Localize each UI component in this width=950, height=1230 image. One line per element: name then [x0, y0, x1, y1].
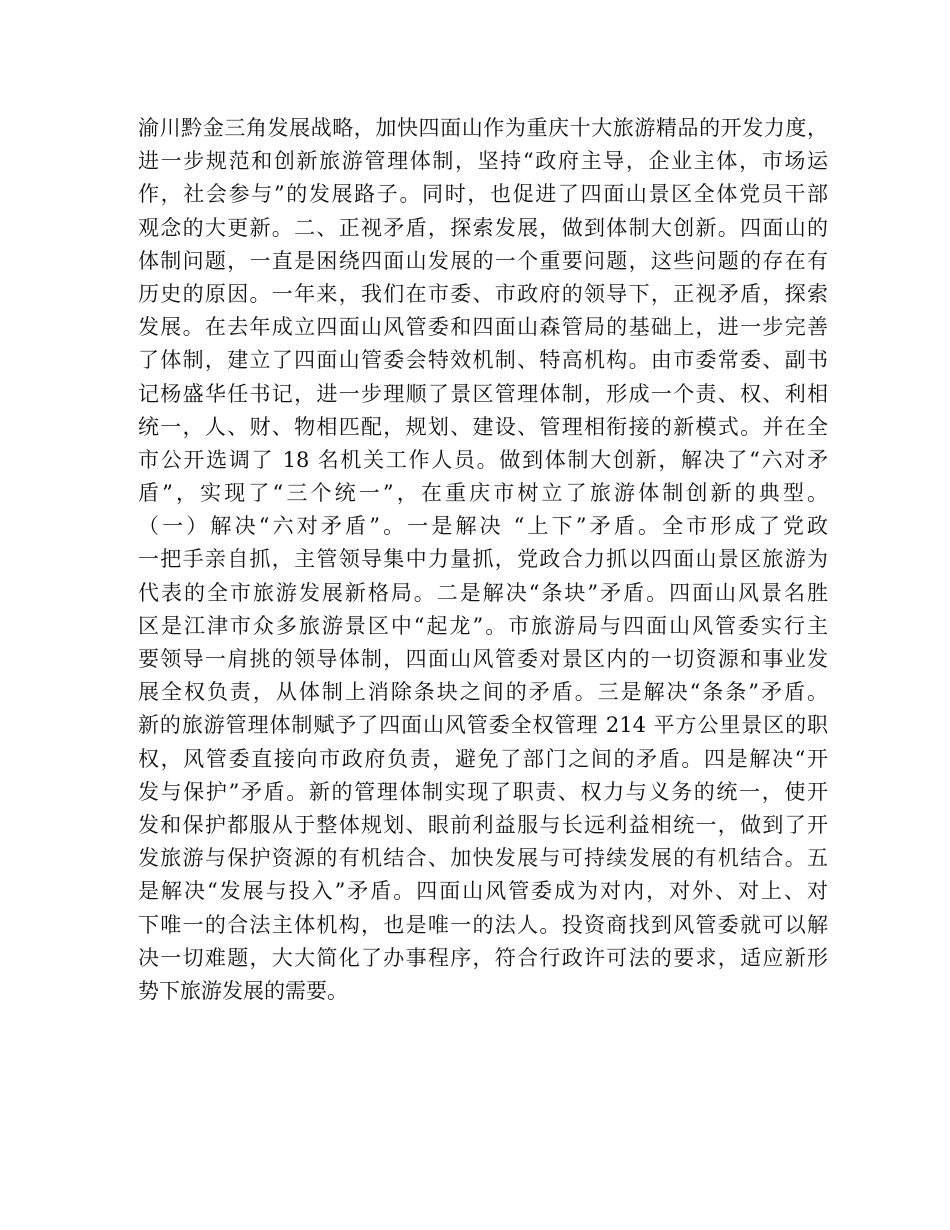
- text-line: 新的旅游管理体制赋予了四面山风管委全权管理 214 平方公里景区的职: [138, 713, 828, 738]
- text-line: 发展。在去年成立四面山风管委和四面山森管局的基础上，进一步完善: [138, 315, 828, 340]
- text-line: 要领导一肩挑的领导体制，四面山风管委对景区内的一切资源和事业发: [138, 647, 828, 671]
- text-line: （一）解决“六对矛盾”。一是解决 “上下”矛盾。全市形成了党政: [138, 514, 828, 539]
- text-line: 体制问题，一直是困绕四面山发展的一个重要问题，这些问题的存在有: [138, 248, 828, 273]
- text-line: 区是江津市众多旅游景区中“起龙”。市旅游局与四面山风管委实行主: [138, 613, 828, 638]
- text-line: 进一步规范和创新旅游管理体制，坚持“政府主导，企业主体，市场运: [138, 149, 828, 174]
- body-text: [138, 112, 828, 1008]
- text-line: 代表的全市旅游发展新格局。二是解决“条块”矛盾。四面山风景名胜: [138, 580, 828, 605]
- text-line: 观念的大更新。二、正视矛盾，探索发展，做到体制大创新。四面山的: [138, 215, 828, 240]
- text-line: 发与保护”矛盾。新的管理体制实现了职责、权力与义务的统一，使开: [138, 779, 828, 804]
- text-line: 盾”，实现了“三个统一”，在重庆市树立了旅游体制创新的典型。: [138, 481, 828, 506]
- text-line: 历史的原因。一年来，我们在市委、市政府的领导下，正视矛盾，探索: [138, 281, 828, 306]
- text-line: 展全权负责，从体制上消除条块之间的矛盾。三是解决“条条”矛盾。: [138, 680, 828, 705]
- text-line: 是解决“发展与投入”矛盾。四面山风管委成为对内，对外、对上、对: [138, 879, 828, 904]
- text-line: 了体制，建立了四面山管委会特效机制、特高机构。由市委常委、副书: [138, 348, 828, 373]
- text-line: 记杨盛华任书记，进一步理顺了景区管理体制，形成一个责、权、利相: [138, 381, 828, 406]
- text-line: 发旅游与保护资源的有机结合、加快发展与可持续发展的有机结合。五: [138, 846, 828, 871]
- text-line: 渝川黔金三角发展战略，加快四面山作为重庆十大旅游精品的开发力度，: [138, 116, 828, 140]
- text-line-last: 势下旅游发展的需要。: [138, 978, 348, 1003]
- text-line: 发和保护都服从于整体规划、眼前利益服与长远利益相统一，做到了开: [138, 812, 828, 837]
- text-line: 权，风管委直接向市政府负责，避免了部门之间的矛盾。四是解决“开: [138, 746, 828, 771]
- text-line: 市公开选调了 18 名机关工作人员。做到体制大创新，解决了“六对矛: [138, 447, 828, 472]
- text-line: 一把手亲自抓，主管领导集中力量抓，党政合力抓以四面山景区旅游为: [138, 547, 828, 572]
- text-line: 下唯一的合法主体机构，也是唯一的法人。投资商找到风管委就可以解: [138, 912, 828, 937]
- text-line: 决一切难题，大大简化了办事程序，符合行政许可法的要求，适应新形: [138, 945, 828, 970]
- text-line: 统一，人、财、物相匹配，规划、建设、管理相衔接的新模式。并在全: [138, 414, 828, 439]
- text-line: 作，社会参与”的发展路子。同时，也促进了四面山景区全体党员干部: [138, 182, 828, 207]
